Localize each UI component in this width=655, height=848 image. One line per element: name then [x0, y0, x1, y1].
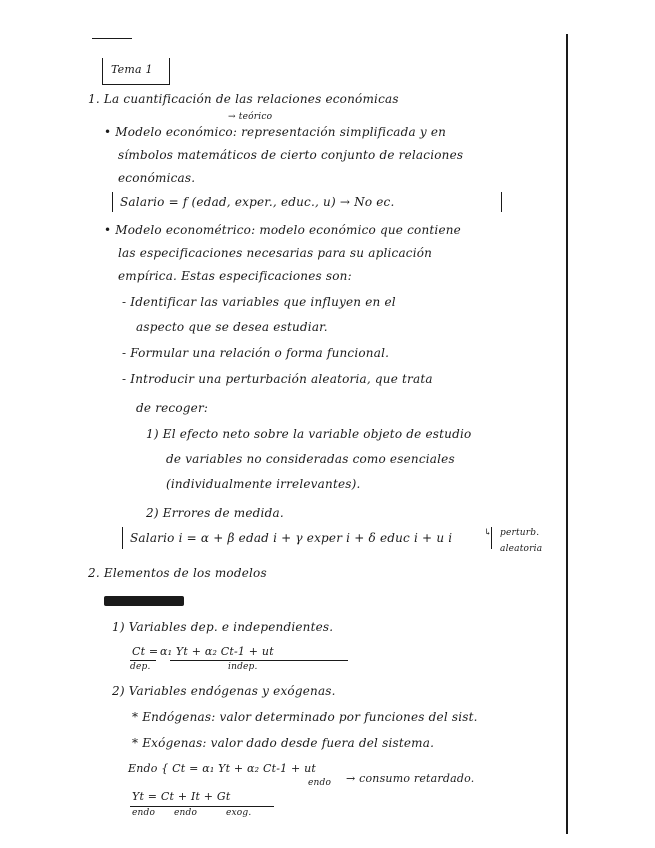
example-2-note-1: perturb.	[500, 528, 540, 538]
eq-1-rhs: α₁ Yt + α₂ Ct-1 + ut	[160, 645, 274, 658]
sub-1-line-2: de variables no consideradas como esenciales	[166, 452, 455, 466]
eq-1-label-indep: indep.	[228, 662, 258, 672]
step-3-line-1: - Introducir una perturbación aleatoria, que trata	[122, 372, 433, 386]
sub-1-line-1: 1) El efecto neto sobre la variable objeto de estudio	[146, 427, 472, 441]
eq-2-label-endo: endo	[308, 778, 332, 788]
top-margin-stroke	[92, 38, 132, 39]
eq-1-lhs: Ct =	[132, 645, 159, 658]
example-2-arrow: ↳	[484, 528, 492, 538]
bullet-2-line-3: empírica. Estas especificaciones son:	[118, 269, 352, 283]
item-2-exogenous: * Exógenas: valor dado desde fuera del sistema.	[132, 736, 435, 750]
sub-2: 2) Errores de medida.	[146, 506, 284, 520]
step-2: - Formular una relación o forma funcional.	[122, 346, 390, 360]
item-2-title: 2) Variables endógenas y exógenas.	[112, 684, 336, 698]
topic-box	[102, 58, 170, 85]
eq-3-underline	[130, 806, 274, 807]
sub-1-line-3: (individualmente irrelevantes).	[166, 477, 361, 491]
section-1-annotation: → teórico	[228, 112, 273, 122]
item-2-endogenous: * Endógenas: valor determinado por funciones del sist.	[132, 710, 478, 724]
scribbled-out-word	[104, 596, 184, 606]
page-right-edge	[566, 34, 568, 834]
example-2-note-2: aleatoria	[500, 544, 543, 554]
eq-1-underline-lhs	[130, 660, 156, 661]
step-1-line-1: - Identificar las variables que influyen en el	[122, 295, 396, 309]
item-1-title: 1) Variables dep. e independientes.	[112, 620, 334, 634]
step-3-line-2: de recoger:	[136, 401, 209, 415]
eq-3: Yt = Ct + It + Gt	[132, 790, 231, 803]
bullet-2-line-1: • Modelo econométrico: modelo económico que contiene	[104, 223, 461, 237]
eq-3-label-endo-2: endo	[174, 808, 198, 818]
bullet-1-line-2: símbolos matemáticos de cierto conjunto de relaciones	[118, 148, 464, 162]
eq-2-note: → consumo retardado.	[346, 772, 475, 785]
eq-2: Endo { Ct = α₁ Yt + α₂ Ct-1 + ut	[128, 762, 317, 775]
eq-3-label-exog: exog.	[226, 808, 252, 818]
example-1-formula: Salario = f (edad, exper., educ., u) → No ec.	[120, 195, 395, 209]
eq-1-underline-rhs	[170, 660, 348, 661]
bullet-1-line-3: económicas.	[118, 171, 196, 185]
bullet-1-line-1: • Modelo económico: representación simplificada y en	[104, 125, 447, 139]
example-2-formula: Salario i = α + β edad i + γ exper i + δ educ i + u i	[130, 531, 453, 545]
topic-title: Tema 1	[111, 63, 153, 76]
eq-1-label-dep: dep.	[130, 662, 151, 672]
step-1-line-2: aspecto que se desea estudiar.	[136, 320, 328, 334]
section-2-heading: 2. Elementos de los modelos	[88, 566, 267, 580]
eq-3-label-endo-1: endo	[132, 808, 156, 818]
section-1-heading: 1. La cuantificación de las relaciones económicas	[88, 92, 399, 106]
bullet-2-line-2: las especificaciones necesarias para su aplicación	[118, 246, 433, 260]
